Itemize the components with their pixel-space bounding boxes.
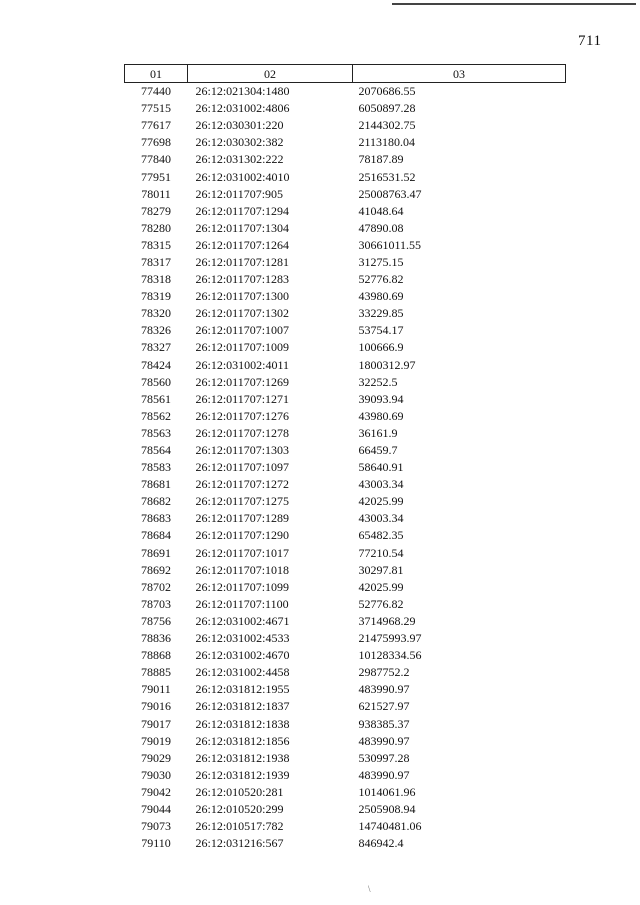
cell-cadastral-number: 26:12:031002:4011	[195, 357, 290, 372]
table-row	[125, 357, 566, 374]
cell-cadastral-number: 26:12:011707:1276	[195, 408, 290, 423]
cell-value: 30661011.55	[358, 237, 422, 252]
cell-cadastral-number: 26:12:011707:1294	[195, 203, 290, 218]
table-row	[125, 83, 566, 101]
table-row	[125, 442, 566, 459]
top-rule	[392, 3, 636, 5]
table-row	[125, 698, 566, 715]
cell-id: 78320	[141, 306, 171, 321]
cell-id: 79029	[141, 750, 171, 765]
cell-value: 41048.64	[358, 203, 404, 218]
cell-id: 79073	[141, 819, 171, 834]
table-row	[125, 186, 566, 203]
cell-value: 53754.17	[358, 323, 404, 338]
cell-cadastral-number: 26:12:011707:1302	[195, 306, 290, 321]
table-row	[125, 596, 566, 613]
cell-id: 78561	[141, 391, 171, 406]
cell-id: 78319	[141, 289, 171, 304]
cell-id: 79110	[141, 836, 171, 851]
table-row	[125, 476, 566, 493]
table-row	[125, 681, 566, 698]
cell-value: 25008763.47	[358, 186, 422, 201]
page-number: 711	[578, 33, 602, 49]
cell-id: 78682	[141, 494, 171, 509]
cell-id: 79030	[141, 767, 171, 782]
cell-cadastral-number: 26:12:031812:1837	[195, 699, 290, 714]
table-row	[125, 271, 566, 288]
cell-cadastral-number: 26:12:010520:299	[195, 801, 284, 816]
cell-cadastral-number: 26:12:011707:1018	[195, 562, 290, 577]
cell-cadastral-number: 26:12:011707:1303	[195, 443, 290, 458]
cell-id: 78703	[141, 596, 171, 611]
cell-value: 21475993.97	[358, 631, 422, 646]
table-row	[125, 733, 566, 750]
cell-value: 31275.15	[358, 254, 404, 269]
cell-id: 78681	[141, 477, 171, 492]
cell-id: 78011	[141, 186, 171, 201]
table-row	[125, 545, 566, 562]
cell-cadastral-number: 26:12:031216:567	[195, 836, 284, 851]
cell-cadastral-number: 26:12:030301:220	[195, 118, 284, 133]
cell-id: 78583	[141, 460, 171, 475]
cell-id: 78315	[141, 237, 171, 252]
cell-id: 78885	[141, 665, 171, 680]
cell-cadastral-number: 26:12:011707:1304	[195, 220, 290, 235]
cell-id: 78327	[141, 340, 171, 355]
cell-id: 79044	[141, 801, 171, 816]
table-row	[125, 750, 566, 767]
cell-id: 78684	[141, 528, 171, 543]
cell-cadastral-number: 26:12:031812:1856	[195, 733, 290, 748]
cell-value: 52776.82	[358, 272, 404, 287]
cell-value: 43003.34	[358, 511, 404, 526]
cell-value: 43980.69	[358, 408, 404, 423]
cell-cadastral-number: 26:12:031002:4533	[195, 631, 290, 646]
table-row	[125, 459, 566, 476]
table-row	[125, 664, 566, 681]
cell-id: 77951	[141, 169, 171, 184]
cell-id: 78756	[141, 613, 171, 628]
table-header-row	[125, 65, 566, 83]
column-header-03: 03	[353, 65, 566, 83]
cell-value: 30297.81	[358, 562, 404, 577]
cell-value: 10128334.56	[358, 648, 422, 663]
cell-value: 1800312.97	[358, 357, 416, 372]
cell-id: 77440	[141, 84, 171, 99]
cell-id: 78424	[141, 357, 171, 372]
cell-value: 483990.97	[358, 682, 410, 697]
cell-cadastral-number: 26:12:011707:1269	[195, 374, 290, 389]
table-row	[125, 801, 566, 818]
cell-id: 78317	[141, 254, 171, 269]
cell-cadastral-number: 26:12:031302:222	[195, 152, 284, 167]
cell-cadastral-number: 26:12:011707:1017	[195, 545, 290, 560]
table-row	[125, 715, 566, 732]
cell-cadastral-number: 26:12:031002:4806	[195, 101, 290, 116]
cell-cadastral-number: 26:12:011707:1007	[195, 323, 290, 338]
cell-id: 78279	[141, 203, 171, 218]
table-row	[125, 613, 566, 630]
table-row	[125, 237, 566, 254]
table-row	[125, 647, 566, 664]
cell-value: 77210.54	[358, 545, 404, 560]
table-row	[125, 305, 566, 322]
cell-id: 78564	[141, 443, 171, 458]
cell-id: 79017	[141, 716, 171, 731]
cell-cadastral-number: 26:12:031812:1955	[195, 682, 290, 697]
cell-cadastral-number: 26:12:011707:1099	[195, 579, 290, 594]
cell-value: 33229.85	[358, 306, 404, 321]
table-row	[125, 818, 566, 835]
cell-value: 47890.08	[358, 220, 404, 235]
table-body	[125, 83, 566, 853]
cell-value: 43003.34	[358, 477, 404, 492]
table-row	[125, 784, 566, 801]
table-row	[125, 630, 566, 647]
cell-value: 2144302.75	[358, 118, 416, 133]
cell-cadastral-number: 26:12:031812:1838	[195, 716, 290, 731]
cell-value: 2505908.94	[358, 801, 416, 816]
cell-id: 78562	[141, 408, 171, 423]
cell-value: 1014061.96	[358, 784, 416, 799]
table-row	[125, 562, 566, 579]
cell-value: 621527.97	[358, 699, 410, 714]
cell-cadastral-number: 26:12:011707:1275	[195, 494, 290, 509]
cell-value: 14740481.06	[358, 819, 422, 834]
table-row	[125, 425, 566, 442]
cell-id: 78702	[141, 579, 171, 594]
cell-id: 78692	[141, 562, 171, 577]
cell-value: 2987752.2	[358, 665, 410, 680]
table-row	[125, 254, 566, 271]
cell-cadastral-number: 26:12:031812:1938	[195, 750, 290, 765]
cell-value: 3714968.29	[358, 613, 416, 628]
table-row	[125, 510, 566, 527]
table-row	[125, 100, 566, 117]
cell-value: 483990.97	[358, 767, 410, 782]
table-row	[125, 288, 566, 305]
cell-value: 2070686.55	[358, 84, 416, 99]
cell-id: 78560	[141, 374, 171, 389]
cell-cadastral-number: 26:12:031002:4671	[195, 613, 290, 628]
cell-value: 42025.99	[358, 579, 404, 594]
cell-cadastral-number: 26:12:031002:4010	[195, 169, 290, 184]
cell-cadastral-number: 26:12:021304:1480	[195, 84, 290, 99]
table-row	[125, 408, 566, 425]
table-row	[125, 767, 566, 784]
cell-value: 6050897.28	[358, 101, 416, 116]
table-row	[125, 151, 566, 168]
column-header-02: 02	[188, 65, 353, 83]
table-row	[125, 134, 566, 151]
cell-value: 32252.5	[358, 374, 398, 389]
table-row	[125, 168, 566, 185]
cell-cadastral-number: 26:12:031002:4458	[195, 665, 290, 680]
cell-cadastral-number: 26:12:011707:1278	[195, 425, 290, 440]
cell-id: 78836	[141, 631, 171, 646]
cell-value: 36161.9	[358, 425, 398, 440]
table-row	[125, 527, 566, 544]
cell-value: 42025.99	[358, 494, 404, 509]
cell-cadastral-number: 26:12:011707:1100	[195, 596, 289, 611]
cell-id: 78326	[141, 323, 171, 338]
cell-value: 530997.28	[358, 750, 410, 765]
cell-value: 58640.91	[358, 460, 404, 475]
cell-id: 78563	[141, 425, 171, 440]
cell-cadastral-number: 26:12:011707:1281	[195, 254, 290, 269]
cell-cadastral-number: 26:12:011707:1009	[195, 340, 290, 355]
cell-cadastral-number: 26:12:011707:1290	[195, 528, 290, 543]
table-row	[125, 835, 566, 852]
cell-value: 66459.7	[358, 443, 398, 458]
cell-cadastral-number: 26:12:011707:1289	[195, 511, 290, 526]
cell-value: 483990.97	[358, 733, 410, 748]
cell-id: 77840	[141, 152, 171, 167]
cell-cadastral-number: 26:12:030302:382	[195, 135, 284, 150]
cell-id: 78691	[141, 545, 171, 560]
stray-mark: \	[368, 884, 371, 894]
table-row	[125, 579, 566, 596]
cell-value: 2516531.52	[358, 169, 416, 184]
cell-cadastral-number: 26:12:031812:1939	[195, 767, 290, 782]
cell-value: 43980.69	[358, 289, 404, 304]
cell-cadastral-number: 26:12:011707:1272	[195, 477, 290, 492]
cell-id: 79016	[141, 699, 171, 714]
cell-id: 78318	[141, 272, 171, 287]
cell-cadastral-number: 26:12:011707:1264	[195, 237, 290, 252]
cell-cadastral-number: 26:12:010520:281	[195, 784, 284, 799]
table-row	[125, 493, 566, 510]
table-row	[125, 322, 566, 339]
cell-cadastral-number: 26:12:011707:1097	[195, 460, 290, 475]
table-row	[125, 391, 566, 408]
cell-cadastral-number: 26:12:031002:4670	[195, 648, 290, 663]
register-table	[124, 64, 566, 852]
cell-id: 77617	[141, 118, 171, 133]
cell-id: 77515	[141, 101, 171, 116]
cell-cadastral-number: 26:12:011707:1283	[195, 272, 290, 287]
cell-id: 78868	[141, 648, 171, 663]
cell-value: 39093.94	[358, 391, 404, 406]
cell-value: 938385.37	[358, 716, 410, 731]
cell-id: 79019	[141, 733, 171, 748]
table-row	[125, 117, 566, 134]
cell-value: 2113180.04	[358, 135, 416, 150]
cell-id: 77698	[141, 135, 171, 150]
cell-cadastral-number: 26:12:011707:1300	[195, 289, 290, 304]
cell-id: 79011	[141, 682, 171, 697]
cell-value: 65482.35	[358, 528, 404, 543]
table-row	[125, 374, 566, 391]
cell-cadastral-number: 26:12:011707:1271	[195, 391, 290, 406]
cell-cadastral-number: 26:12:010517:782	[195, 819, 284, 834]
table-row	[125, 220, 566, 237]
cell-value: 78187.89	[358, 152, 404, 167]
cell-id: 78280	[141, 220, 171, 235]
column-header-01: 01	[125, 65, 188, 83]
cell-value: 100666.9	[358, 340, 404, 355]
cell-cadastral-number: 26:12:011707:905	[195, 186, 284, 201]
cell-id: 79042	[141, 784, 171, 799]
table-row	[125, 203, 566, 220]
cell-value: 52776.82	[358, 596, 404, 611]
cell-id: 78683	[141, 511, 171, 526]
table-row	[125, 339, 566, 356]
cell-value: 846942.4	[358, 836, 404, 851]
